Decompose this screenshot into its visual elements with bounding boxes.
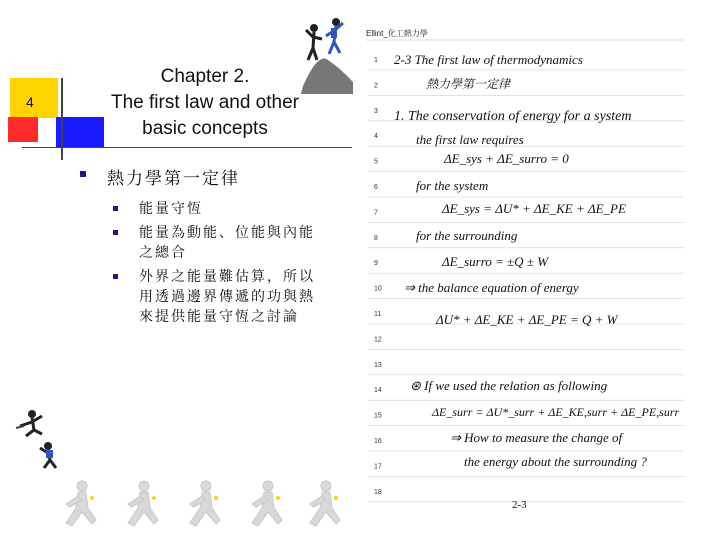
page-number: 4 — [26, 94, 34, 110]
sub-bullet-text: 外界之能量難估算，所以用透過邊界傳遞的功與熱來提供能量守恆之討論 — [139, 269, 315, 325]
line-number: 18 — [374, 488, 382, 496]
sub-bullet — [113, 267, 360, 327]
bullet-square-icon — [113, 274, 118, 279]
notes-line: ΔE_sys + ΔE_surro = 0 — [444, 151, 569, 166]
line-number: 4 — [374, 133, 378, 141]
notes-line: the energy about the surrounding ? — [464, 454, 647, 469]
notes-line: the first law requires — [416, 132, 524, 147]
notes-footer: 2-3 — [512, 499, 527, 511]
decor-blue-square — [56, 117, 104, 147]
decor-horizontal-line — [22, 147, 352, 148]
decor-red-square — [8, 117, 38, 142]
line-number: 5 — [374, 158, 378, 166]
handwritten-notes-image — [364, 18, 686, 526]
notes-line: ΔE_surr = ΔU*_surr + ΔE_KE,surr + ΔE_PE,surr — [432, 405, 680, 419]
line-number: 11 — [374, 311, 382, 318]
line-number: 14 — [374, 387, 382, 395]
bullet-square-icon — [113, 206, 118, 211]
sub-bullet-text: 能量守恆 — [139, 201, 203, 217]
line-number: 16 — [374, 438, 382, 445]
sub-bullet — [113, 223, 360, 263]
notes-line: for the surrounding — [416, 228, 518, 243]
slide-title — [98, 64, 312, 142]
line-number: 13 — [374, 361, 382, 369]
line-number: 17 — [374, 463, 382, 471]
title-line: basic concepts — [142, 118, 268, 139]
sub-bullet — [113, 199, 360, 219]
bullet-square-icon — [80, 171, 86, 177]
line-number: 2 — [374, 82, 378, 90]
line-numbers — [374, 57, 382, 496]
main-bullet-text: 熱力學第一定律 — [107, 169, 240, 189]
notes-line: 1. The conservation of energy for a system — [394, 109, 632, 124]
running-figures-row-icon — [56, 478, 346, 536]
title-line: The first law and other — [111, 92, 299, 113]
notes-line: 熱力學第一定律 — [426, 77, 511, 91]
notes-line: ΔE_sys = ΔU* + ΔE_KE + ΔE_PE — [442, 201, 626, 216]
line-number: 7 — [374, 209, 378, 217]
notes-header: Ellint_化工熱力學 — [366, 29, 428, 38]
line-number: 8 — [374, 234, 378, 242]
notes-line: for the system — [416, 178, 489, 193]
line-number: 10 — [374, 285, 382, 293]
sub-bullet-text: 能量為動能、位能與內能之總合 — [139, 225, 315, 261]
bullet-list — [80, 164, 360, 327]
line-number: 3 — [374, 107, 378, 115]
climbing-figures-icon — [12, 408, 62, 470]
notes-line: 2-3 The first law of thermodynamics — [394, 52, 583, 67]
line-number: 6 — [374, 184, 378, 191]
line-number: 15 — [374, 412, 382, 420]
decor-yellow-square — [10, 78, 58, 118]
line-number: 9 — [374, 260, 378, 268]
notes-line: ΔE_surro = ±Q ± W — [442, 254, 549, 269]
notes-line: ⊛ If we used the relation as following — [410, 378, 608, 393]
title-line: Chapter 2. — [160, 66, 250, 87]
bullet-square-icon — [113, 230, 118, 235]
notes-line: ΔU* + ΔE_KE + ΔE_PE = Q + W — [436, 312, 618, 327]
notes-line: ⇒ the balance equation of energy — [404, 280, 579, 295]
line-number: 1 — [374, 57, 378, 64]
climbers-illustration-icon — [298, 12, 358, 94]
notes-line: ⇒ How to measure the change of — [450, 430, 623, 445]
main-bullet — [80, 164, 360, 189]
line-number: 12 — [374, 336, 382, 344]
